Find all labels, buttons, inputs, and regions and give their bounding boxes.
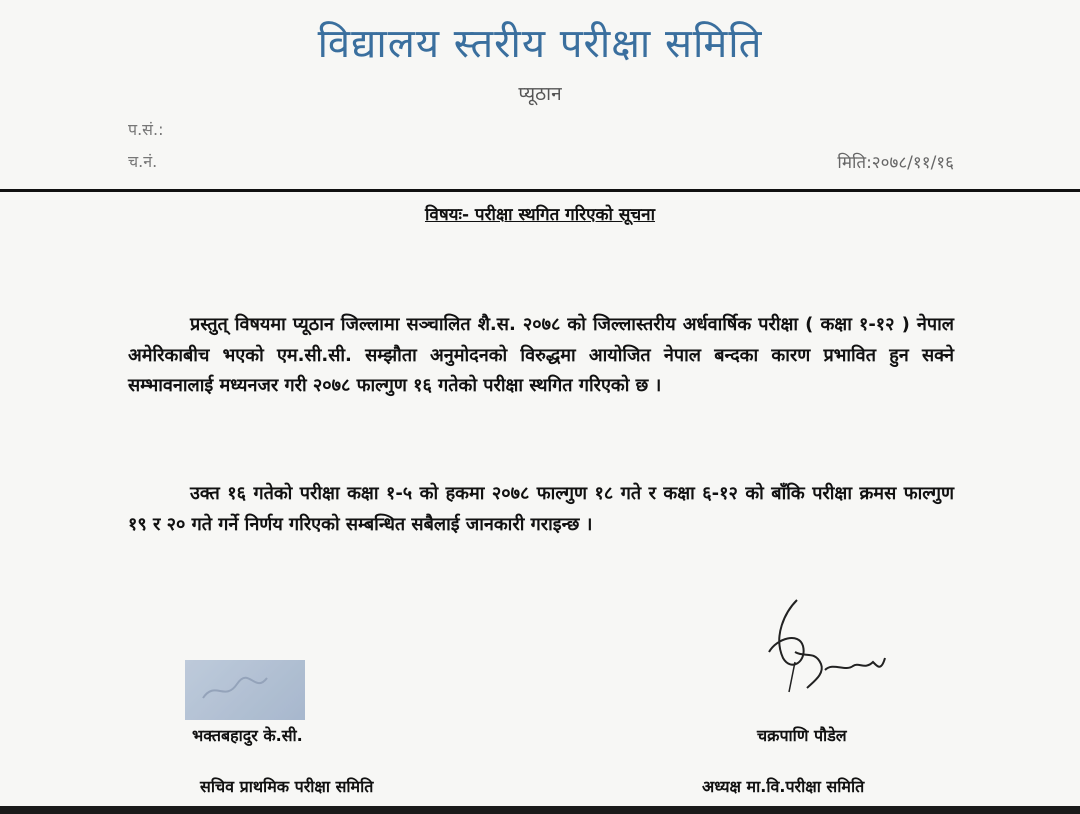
date-label: मिति:२०७८/११/१६ — [837, 153, 954, 173]
left-signatory-title: सचिव प्राथमिक परीक्षा समिति — [200, 777, 374, 796]
right-signature-image — [755, 592, 895, 702]
body-paragraph-1: प्रस्तुत् विषयमा प्यूठान जिल्लामा सञ्चालित शै.स. २०७८ को जिल्लास्तरीय अर्धवार्षिक परीक्षा ( कक्षा १-१२ ) नेपाल अमेरिकाबीच भएको एम.सी.सी. सम्झौता अनुमोदनको विरुद्धमा आयोजित नेपाल बन्दका कारण प्रभावित हुन सक्ने सम्भावनालाई मध्यनजर गरी २०७८ फाल्गुण १६ गतेको परीक्षा स्थगित गरिएको छ । — [128, 314, 954, 396]
right-signatory-title: अध्यक्ष मा.वि.परीक्षा समिति — [702, 777, 865, 796]
patra-sankhya-label: प.सं.: — [128, 120, 164, 139]
body-paragraph-2: उक्त १६ गतेको परीक्षा कक्षा १-५ को हकमा २०७८ फाल्गुण १८ गते र कक्षा ६-१२ को बाँकि परीक्षा क्रमस फाल्गुण १९ र २० गते गर्ने निर्णय गरिएको सम्बन्धित सबैलाई जानकारी गराइन्छ । — [128, 483, 954, 535]
left-signatory-name: भक्तबहादुर के.सी. — [192, 726, 303, 745]
screen-bottom-edge — [0, 806, 1080, 814]
location-label: प्यूठान — [518, 83, 562, 105]
chalani-number-label: च.नं. — [128, 152, 158, 171]
right-signatory-name: चक्रपाणि पौडेल — [757, 726, 847, 745]
subject-line: विषयः- परीक्षा स्थगित गरिएको सूचना — [424, 205, 656, 225]
left-signature-scribble — [185, 660, 305, 720]
left-signature-image — [185, 660, 305, 720]
committee-title: विद्यालय स्तरीय परीक्षा समिति — [317, 21, 763, 67]
header-divider — [0, 189, 1080, 192]
